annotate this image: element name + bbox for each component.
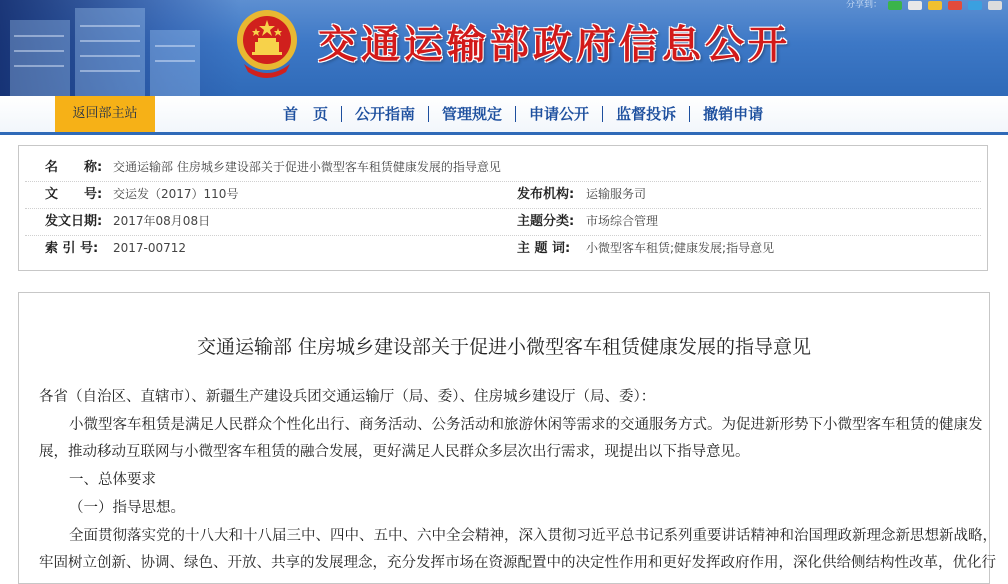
renren-icon[interactable] xyxy=(948,1,962,10)
section-heading: 一、总体要求 xyxy=(69,472,156,488)
print-icon[interactable] xyxy=(988,1,1002,10)
index-label: 索 引 号: xyxy=(45,241,99,256)
issuer-value: 运输服务司 xyxy=(586,187,647,201)
share-label: 分享到： xyxy=(845,0,882,10)
nav-item-guide[interactable]: 公开指南 xyxy=(342,106,429,122)
document-title: 交通运输部 住房城乡建设部关于促进小微型客车租赁健康发展的指导意见 xyxy=(196,336,812,358)
paragraph-1-line-1: 小微型客车租赁是满足人民群众个性化出行、商务活动、公务活动和旅游休闲等需求的交通服务方式。为促进新形势下小微型客车租赁的健康发 xyxy=(69,417,983,433)
date-label: 发文日期: xyxy=(45,214,103,229)
meta-row-index xyxy=(25,235,981,262)
addressee: 各省（自治区、直辖市）、新疆生产建设兵团交通运输厅（局、委）、住房城乡建设厅（局、委）： xyxy=(39,389,656,405)
nav-item-complaint[interactable]: 监督投诉 xyxy=(603,106,690,122)
weibo-icon[interactable] xyxy=(908,1,922,10)
document-meta-box xyxy=(18,145,988,271)
douban-icon[interactable] xyxy=(968,1,982,10)
qzone-icon[interactable] xyxy=(928,1,942,10)
meta-row-name xyxy=(25,154,981,182)
name-value: 交通运输部 住房城乡建设部关于促进小微型客车租赁健康发展的指导意见 xyxy=(113,160,501,174)
keywords-label: 主 题 词: xyxy=(517,241,571,256)
keywords-value: 小微型客车租赁;健康发展;指导意见 xyxy=(586,241,775,255)
category-label: 主题分类: xyxy=(517,214,575,229)
share-bar xyxy=(846,0,1008,10)
category-value: 市场综合管理 xyxy=(586,214,659,228)
paragraph-2-line-2: 牢固树立创新、协调、绿色、开放、共享的发展理念，充分发挥市场在资源配置中的决定性作用和更好发挥政府作用，深化供给侧结构性改革，优化行 xyxy=(39,555,996,571)
nav-item-regulations[interactable]: 管理规定 xyxy=(429,106,516,122)
wechat-icon[interactable] xyxy=(888,1,902,10)
nav-item-revoke[interactable]: 撤销申请 xyxy=(703,105,764,123)
document-body xyxy=(18,292,997,584)
meta-row-date xyxy=(25,208,981,236)
index-value: 2017-00712 xyxy=(113,241,187,255)
national-emblem-icon xyxy=(234,6,300,80)
name-label: 名 称: xyxy=(45,160,103,175)
paragraph-1-line-2: 展，推动移动互联网与小微型客车租赁的融合发展，更好满足人民群众多层次出行需求，现提出以下指导意见。 xyxy=(39,444,750,460)
meta-row-doc-no xyxy=(25,181,981,209)
date-value: 2017年08月08日 xyxy=(113,214,211,228)
back-to-main-site-link[interactable]: 返回部主站 xyxy=(55,96,155,132)
nav-item-apply[interactable]: 申请公开 xyxy=(516,106,603,122)
doc-no-label: 文 号: xyxy=(45,187,103,202)
main-nav xyxy=(0,96,1008,135)
subsection-heading: （一）指导思想。 xyxy=(69,500,185,516)
paragraph-2-line-1: 全面贯彻落实党的十八大和十八届三中、四中、五中、六中全会精神，深入贯彻习近平总书记系列重要讲话精神和治国理政新理念新思想新战略， xyxy=(69,528,997,544)
nav-items xyxy=(270,96,776,132)
building-photo xyxy=(0,0,240,96)
site-banner xyxy=(0,0,1008,96)
banner-title: 交通运输部政府信息公开 xyxy=(318,23,792,68)
nav-item-home[interactable]: 首 页 xyxy=(270,106,342,122)
doc-no-value: 交运发（2017）110号 xyxy=(113,187,239,201)
issuer-label: 发布机构: xyxy=(517,187,575,202)
